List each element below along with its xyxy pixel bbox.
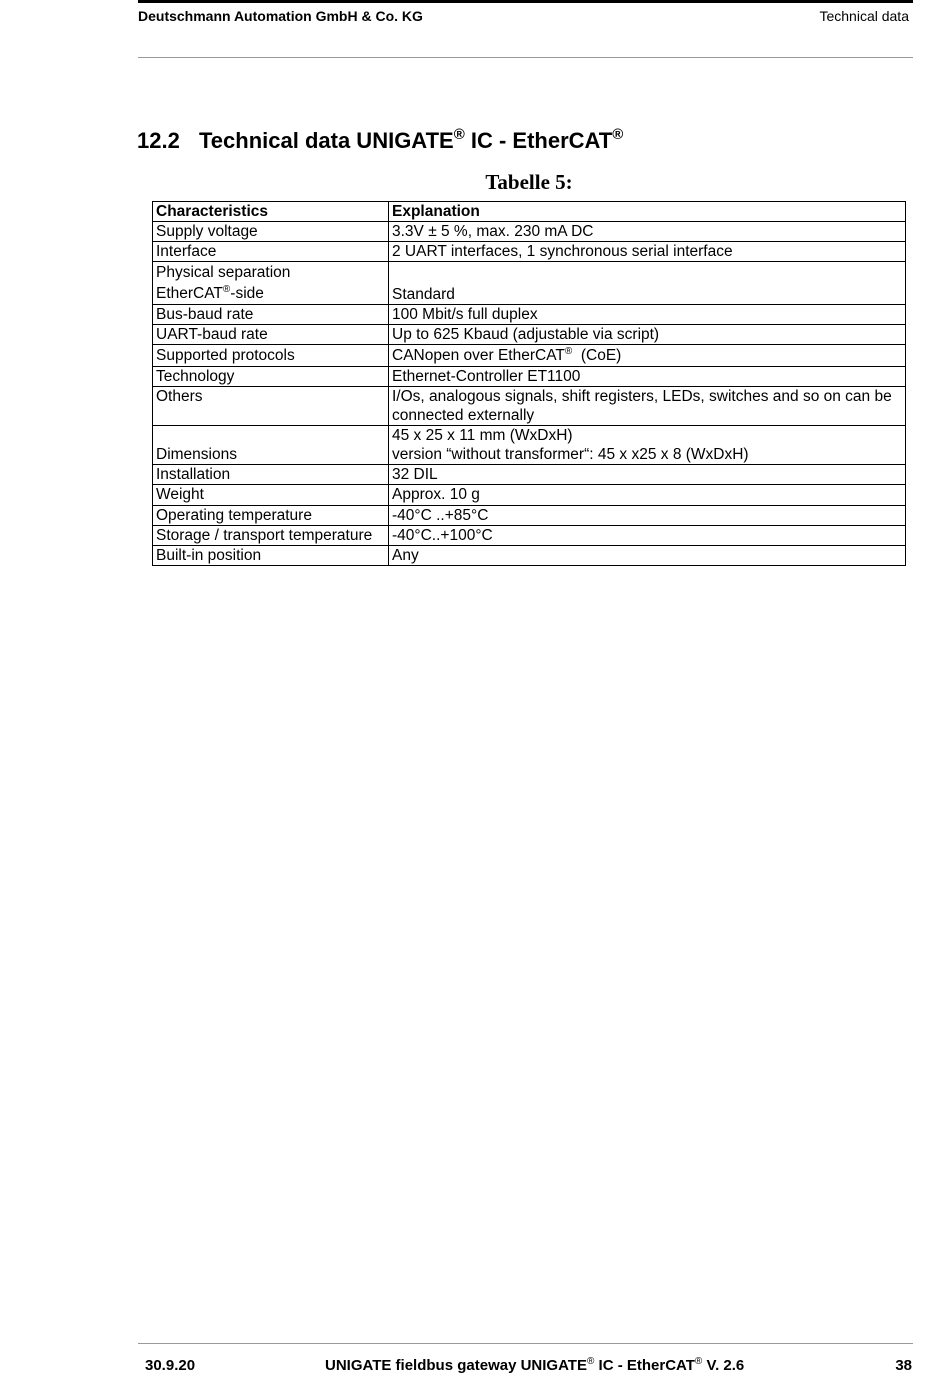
row-label xyxy=(153,262,389,305)
table-row xyxy=(153,325,906,345)
table-row xyxy=(153,242,906,262)
table-row xyxy=(153,345,906,367)
table-row xyxy=(153,305,906,325)
row-value xyxy=(389,345,906,367)
footer-title-text: V. 2.6 xyxy=(702,1357,745,1374)
row-value: Standard xyxy=(389,262,906,305)
row-label: Interface xyxy=(153,242,389,262)
row-label: UART-baud rate xyxy=(153,325,389,345)
row-value: 100 Mbit/s full duplex xyxy=(389,305,906,325)
header-company: Deutschmann Automation GmbH & Co. KG xyxy=(138,8,423,24)
row-label: Technology xyxy=(153,367,389,387)
row-value: I/Os, analogous signals, shift registers, LEDs, switches and so on can be connected externally xyxy=(389,387,906,426)
registered-mark: ® xyxy=(453,126,465,143)
footer-title-text: IC - EtherCAT xyxy=(594,1357,695,1374)
table-row xyxy=(153,426,906,465)
table-row xyxy=(153,546,906,566)
row-value: Up to 625 Kbaud (adjustable via script) xyxy=(389,325,906,345)
registered-mark: ® xyxy=(694,1356,703,1367)
row-label-line: -side xyxy=(230,285,264,302)
section-heading xyxy=(137,128,623,154)
row-value-line: version “without transformer“: 45 x x25 x 8 (WxDxH) xyxy=(392,446,749,463)
row-label: Storage / transport temperature xyxy=(153,526,389,546)
technical-data-table xyxy=(152,201,906,566)
table-caption: Tabelle 5: xyxy=(485,170,573,194)
top-rule xyxy=(138,0,913,3)
table-row xyxy=(153,465,906,485)
table-row xyxy=(153,262,906,305)
header-section-title: Technical data xyxy=(819,8,909,24)
row-value: 32 DIL xyxy=(389,465,906,485)
row-label: Installation xyxy=(153,465,389,485)
registered-mark: ® xyxy=(612,126,624,143)
table-header-row xyxy=(153,202,906,222)
row-label: Weight xyxy=(153,485,389,506)
section-number: 12.2 xyxy=(137,128,180,153)
table-row xyxy=(153,506,906,526)
row-label: Supported protocols xyxy=(153,345,389,367)
row-label: Dimensions xyxy=(153,426,389,465)
registered-mark: ® xyxy=(586,1356,595,1367)
table-row xyxy=(153,367,906,387)
table-row xyxy=(153,485,906,506)
section-heading-text-a: Technical data UNIGATE xyxy=(199,128,454,153)
page-number: 38 xyxy=(895,1357,912,1374)
row-value: Any xyxy=(389,546,906,566)
row-label-line: EtherCAT xyxy=(156,285,223,302)
row-value-text: (CoE) xyxy=(572,347,622,364)
registered-mark: ® xyxy=(222,284,231,295)
column-header: Characteristics xyxy=(153,202,389,222)
row-label: Bus-baud rate xyxy=(153,305,389,325)
table-row xyxy=(153,387,906,426)
column-header: Explanation xyxy=(389,202,906,222)
row-label: Operating temperature xyxy=(153,506,389,526)
row-value: 3.3V ± 5 %, max. 230 mA DC xyxy=(389,222,906,242)
registered-mark: ® xyxy=(564,346,573,357)
footer-date: 30.9.20 xyxy=(145,1357,196,1374)
row-value-line: 45 x 25 x 11 mm (WxDxH) xyxy=(392,427,573,444)
row-value: -40°C ..+85°C xyxy=(389,506,906,526)
row-label: Supply voltage xyxy=(153,222,389,242)
footer-divider xyxy=(138,1343,913,1344)
row-value: -40°C..+100°C xyxy=(389,526,906,546)
table-row xyxy=(153,526,906,546)
row-value: Approx. 10 g xyxy=(389,485,906,506)
row-value: 2 UART interfaces, 1 synchronous serial interface xyxy=(389,242,906,262)
row-value xyxy=(389,426,906,465)
row-value-text: CANopen over EtherCAT xyxy=(392,347,565,364)
row-label-line: Physical separation xyxy=(156,264,291,281)
footer-title-text: UNIGATE fieldbus gateway UNIGATE xyxy=(325,1357,587,1374)
section-heading-text-b: IC - EtherCAT xyxy=(464,128,613,153)
row-value: Ethernet-Controller ET1100 xyxy=(389,367,906,387)
table-row xyxy=(153,222,906,242)
header-divider xyxy=(138,57,913,58)
row-label: Others xyxy=(153,387,389,426)
footer-title xyxy=(325,1357,744,1374)
row-label: Built-in position xyxy=(153,546,389,566)
